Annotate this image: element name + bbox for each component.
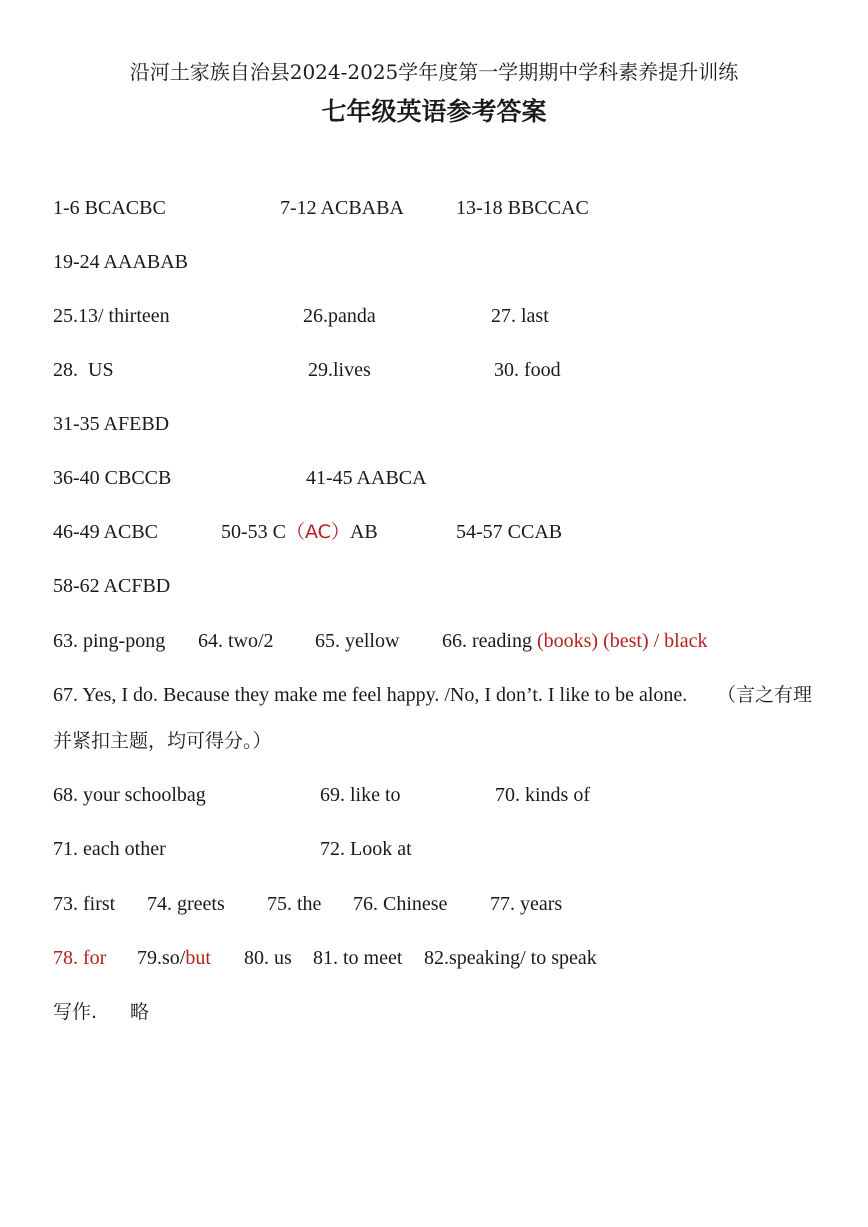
answer-73: 73. first bbox=[53, 893, 116, 915]
answer-50-53-alt: （AC） bbox=[286, 521, 350, 543]
answer-19-24: 19-24 AAABAB bbox=[53, 251, 189, 273]
answer-54-57: 54-57 CCAB bbox=[456, 521, 563, 543]
answer-67-note: （言之有理 bbox=[717, 684, 813, 706]
answer-76: 76. Chinese bbox=[353, 893, 448, 915]
answer-36-40: 36-40 CBCCB bbox=[53, 467, 172, 489]
answer-80: 80. us bbox=[244, 947, 292, 969]
answer-68: 68. your schoolbag bbox=[53, 784, 206, 806]
answer-13-18: 13-18 BBCCAC bbox=[456, 197, 589, 219]
answer-65: 65. yellow bbox=[315, 630, 400, 652]
document-title: 七年级英语参考答案 bbox=[321, 97, 547, 126]
answer-79-alt: but bbox=[185, 947, 211, 969]
answer-67-note-cont: 并紧扣主题，均可得分。） bbox=[53, 730, 272, 752]
answer-26: 26.panda bbox=[303, 305, 376, 327]
writing-label: 写作. bbox=[53, 1001, 98, 1023]
answer-67: 67. Yes, I do. Because they make me feel happy. /No, I don’t. I like to be alone. bbox=[53, 684, 688, 706]
answer-81: 81. to meet bbox=[313, 947, 403, 969]
answer-50-53-part1: 50-53 C bbox=[221, 521, 286, 543]
answer-79-main: 79.so/ bbox=[137, 947, 186, 969]
writing-answer: 略 bbox=[130, 1001, 150, 1023]
answer-66-alternatives: (books) (best) / black bbox=[536, 630, 708, 652]
answer-70: 70. kinds of bbox=[495, 784, 590, 806]
answer-66 bbox=[442, 626, 708, 656]
answer-27: 27. last bbox=[491, 305, 549, 327]
answer-28: 28. US bbox=[53, 359, 114, 381]
answer-1-6: 1-6 BCACBC bbox=[53, 197, 166, 219]
answer-63: 63. ping-pong bbox=[53, 630, 166, 652]
document-subtitle: 沿河土家族自治县2024-2025学年度第一学期期中学科素养提升训练 bbox=[129, 60, 739, 84]
answer-25: 25.13/ thirteen bbox=[53, 305, 170, 327]
answer-66-main: 66. reading bbox=[442, 630, 537, 652]
answer-row-10 bbox=[53, 680, 823, 710]
answer-7-12: 7-12 ACBABA bbox=[280, 197, 404, 219]
answer-50-53-part2: AB bbox=[349, 521, 378, 543]
answer-30: 30. food bbox=[494, 359, 561, 381]
answer-31-35: 31-35 AFEBD bbox=[53, 413, 170, 435]
answer-41-45: 41-45 AABCA bbox=[306, 467, 427, 489]
answer-79 bbox=[137, 943, 211, 973]
answer-50-53 bbox=[221, 517, 378, 547]
answer-64: 64. two/2 bbox=[198, 630, 274, 652]
answer-74: 74. greets bbox=[147, 893, 225, 915]
answer-82: 82.speaking/ to speak bbox=[424, 947, 597, 969]
answer-71: 71. each other bbox=[53, 838, 166, 860]
answer-58-62: 58-62 ACFBD bbox=[53, 575, 171, 597]
answer-29: 29.lives bbox=[308, 359, 371, 381]
answer-77: 77. years bbox=[490, 893, 563, 915]
answer-75: 75. the bbox=[267, 893, 322, 915]
answer-78: 78. for bbox=[53, 947, 107, 969]
answer-72: 72. Look at bbox=[320, 838, 412, 860]
answer-46-49: 46-49 ACBC bbox=[53, 521, 159, 543]
answer-69: 69. like to bbox=[320, 784, 401, 806]
